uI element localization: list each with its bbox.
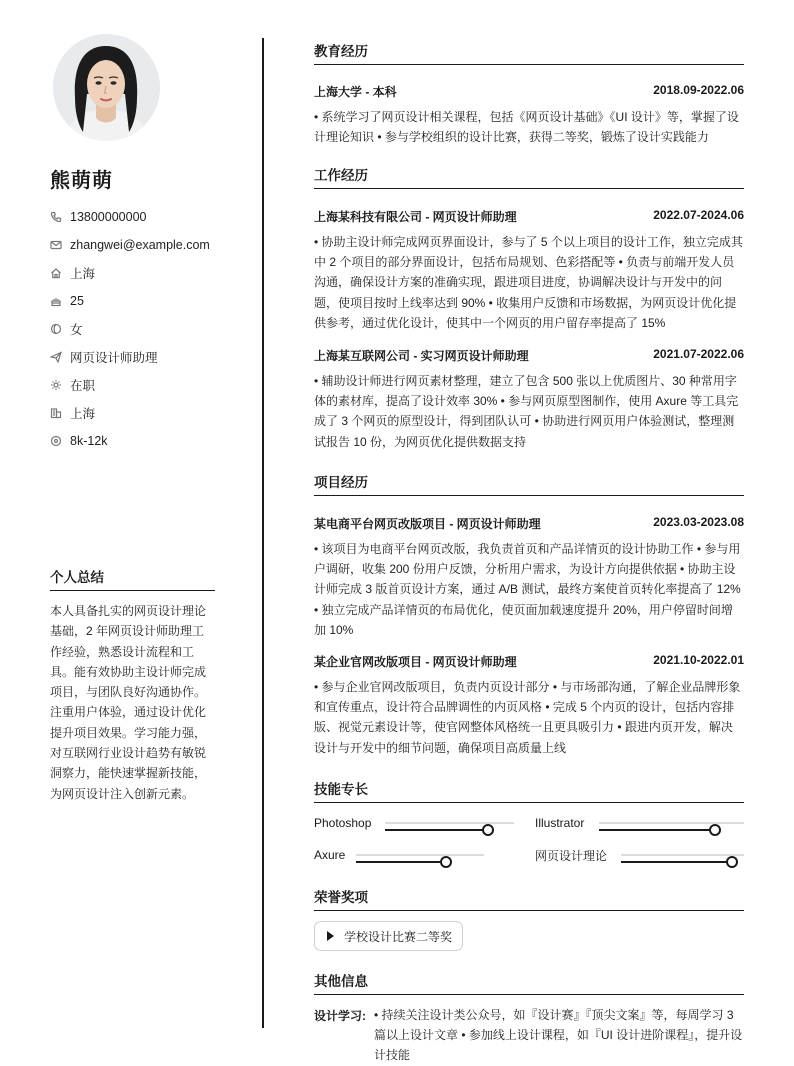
skill-axure-knob [440,856,452,868]
other-label: 设计学习: [314,1009,366,1023]
info-email [50,231,210,259]
info-age-text: 25 [70,294,84,308]
skill-illustrator-fill [599,829,715,831]
other-section [314,970,744,995]
home-icon [50,267,62,279]
work-section [314,164,744,452]
skill-illustrator [535,815,744,831]
info-status-text: 在职 [70,379,96,393]
skill-web-design-theory-fill [621,861,732,863]
info-location [50,259,210,287]
cake-icon [50,295,62,307]
info-location-text: 上海 [70,267,96,281]
salary-icon [50,435,62,447]
skill-photoshop-knob [482,824,494,836]
project-2-head [314,653,744,670]
skills-row-1 [314,815,744,831]
info-gender [50,315,210,343]
info-job-intent-text: 网页设计师助理 [70,351,158,365]
info-gender-text: 女 [70,323,83,337]
work-title: 工作经历 [314,164,744,189]
education-title: 教育经历 [314,40,744,65]
education-entry-head [314,83,744,100]
info-salary [50,427,210,455]
education-school: 上海大学 - 本科 [314,85,397,99]
summary-text: 本人具备扎实的网页设计理论基础，2 年网页设计师助理工作经验，熟悉设计流程和工具。能有效协助主设计师完成项目，与团队良好沟通协作。注重用户体验，通过设计优化提升项目效果。学习能力强，对互联网行业设计趋势有敏锐洞察力，能快速掌握新技能，为网页设计注入创新元素。 [50,604,207,801]
skill-axure-fill [356,861,446,863]
skill-web-design-theory-label: 网页设计理论 [535,848,608,863]
skill-photoshop-track [385,822,514,824]
info-job-intent [50,343,210,371]
skill-illustrator-track [599,822,744,824]
project-1-description: • 该项目为电商平台网页改版，我负责首页和产品详情页的设计协助工作 • 参与用户调研，收集 200 份用户反馈，分析用户需求，为设计方向提供依据 • 协助主设计师完成 3 版首页设计方案，通过 A/B 测试，最终方案使首页转化率提高了 12% • 独立完成产品详情页的布局优化，使页面加载速度提升 20%，用户停留时间增加 10% [314,542,741,637]
awards-section [314,886,744,911]
other-title: 其他信息 [314,970,744,995]
column-divider [262,38,264,1028]
skill-axure-track [356,854,484,856]
mail-icon [50,239,62,251]
work-entry-2-head [314,347,744,364]
skill-illustrator-label: Illustrator [535,816,585,830]
info-phone [50,203,210,231]
work-entry-1-description: • 协助主设计师完成网页界面设计，参与了 5 个以上项目的设计工作，独立完成其中 2 个项目的部分界面设计，包括布局规划、色彩搭配等 • 负责与前端开发人员沟通，确保设计方案的准确实现，跟进项目进度，协调解决设计与开发中的问题，使项目按时上线率达到 90% • 收集用户反馈和市场数据，为网页设计优化提供参考，通过优化设计，使其中一个网页的用户留存率提高了 15% [314,235,743,330]
building-icon [50,407,62,419]
info-status [50,371,210,399]
skill-axure-label: Axure [314,848,346,862]
projects-section [314,471,744,758]
work-entry-1-company: 上海某科技有限公司 - 网页设计师助理 [314,210,517,224]
info-work-city [50,399,210,427]
skill-photoshop [314,815,514,831]
work-entry-2-company: 上海某互联网公司 - 实习网页设计师助理 [314,349,529,364]
project-2-date: 2021.10-2022.01 [653,653,744,668]
sidebar [0,0,262,1066]
skill-axure [314,847,484,863]
skill-web-design-theory-track [621,854,744,856]
award-label: 学校设计比赛二等奖 [344,929,453,944]
work-entry-2-description: • 辅助设计师进行网页素材整理，建立了包含 500 张以上优质图片、30 种常用字体的素材库，提高了设计效率 30% • 参与网页原型图制作，使用 Axure 等工具完成了 3 个网页的原型设计，得到团队认可 • 协助进行网页用户体验测试，整理测试报告 10 份，为网页优化提供数据支持 [314,374,739,449]
play-icon [327,931,334,941]
work-entry-1-head [314,208,744,225]
skill-illustrator-knob [709,824,721,836]
skill-web-design-theory [535,847,744,863]
skills-row-2 [314,847,744,863]
summary-title: 个人总结 [50,566,215,591]
info-phone-text: 13800000000 [70,210,147,224]
info-salary-text: 8k-12k [70,434,108,448]
portrait-image [53,34,160,141]
project-1-date: 2023.03-2023.08 [653,515,744,529]
work-entry-1-date: 2022.07-2024.06 [653,208,744,222]
send-icon [50,351,62,363]
skill-photoshop-label: Photoshop [314,816,372,830]
education-date: 2018.09-2022.06 [653,83,744,97]
education-section [314,40,744,147]
candidate-name: 熊萌萌 [50,170,113,192]
phone-icon [50,211,62,223]
work-entry-2-date: 2021.07-2022.06 [653,347,744,362]
info-email-text: zhangwei@example.com [70,238,210,252]
project-1-name: 某电商平台网页改版项目 - 网页设计师助理 [314,517,541,531]
award-tag[interactable] [314,921,463,951]
skills-title: 技能专长 [314,778,744,803]
education-description: • 系统学习了网页设计相关课程，包括《网页设计基础》《UI 设计》等，掌握了设计理论知识 • 参与学校组织的设计比赛，获得二等奖，锻炼了设计实践能力 [314,110,739,145]
status-icon [50,379,62,391]
project-2-description: • 参与企业官网改版项目，负责内页设计部分 • 与市场部沟通，了解企业品牌形象和宣传重点，设计符合品牌调性的内页风格 • 完成 5 个内页的设计，包括内容排版、视觉元素设计等，使官网整体风格统一且更具吸引力 • 跟进内页开发，解决设计与开发中的细节问题，确保项目高质量上线 [314,680,741,755]
avatar [53,34,160,141]
info-work-city-text: 上海 [70,407,96,421]
awards-title: 荣誉奖项 [314,886,744,911]
contact-info-list [50,203,210,455]
skill-web-design-theory-knob [726,856,738,868]
gender-icon [50,323,62,335]
skill-photoshop-fill [385,829,488,831]
project-2-name: 某企业官网改版项目 - 网页设计师助理 [314,655,517,670]
info-age [50,287,210,315]
project-1-head [314,515,744,532]
skills-section [314,778,744,803]
projects-title: 项目经历 [314,471,744,496]
other-text: • 持续关注设计类公众号，如『设计赛』『顶尖文案』等，每周学习 3 篇以上设计文章 • 参加线上设计课程，如『UI 设计进阶课程』，提升设计技能 [374,1008,743,1063]
